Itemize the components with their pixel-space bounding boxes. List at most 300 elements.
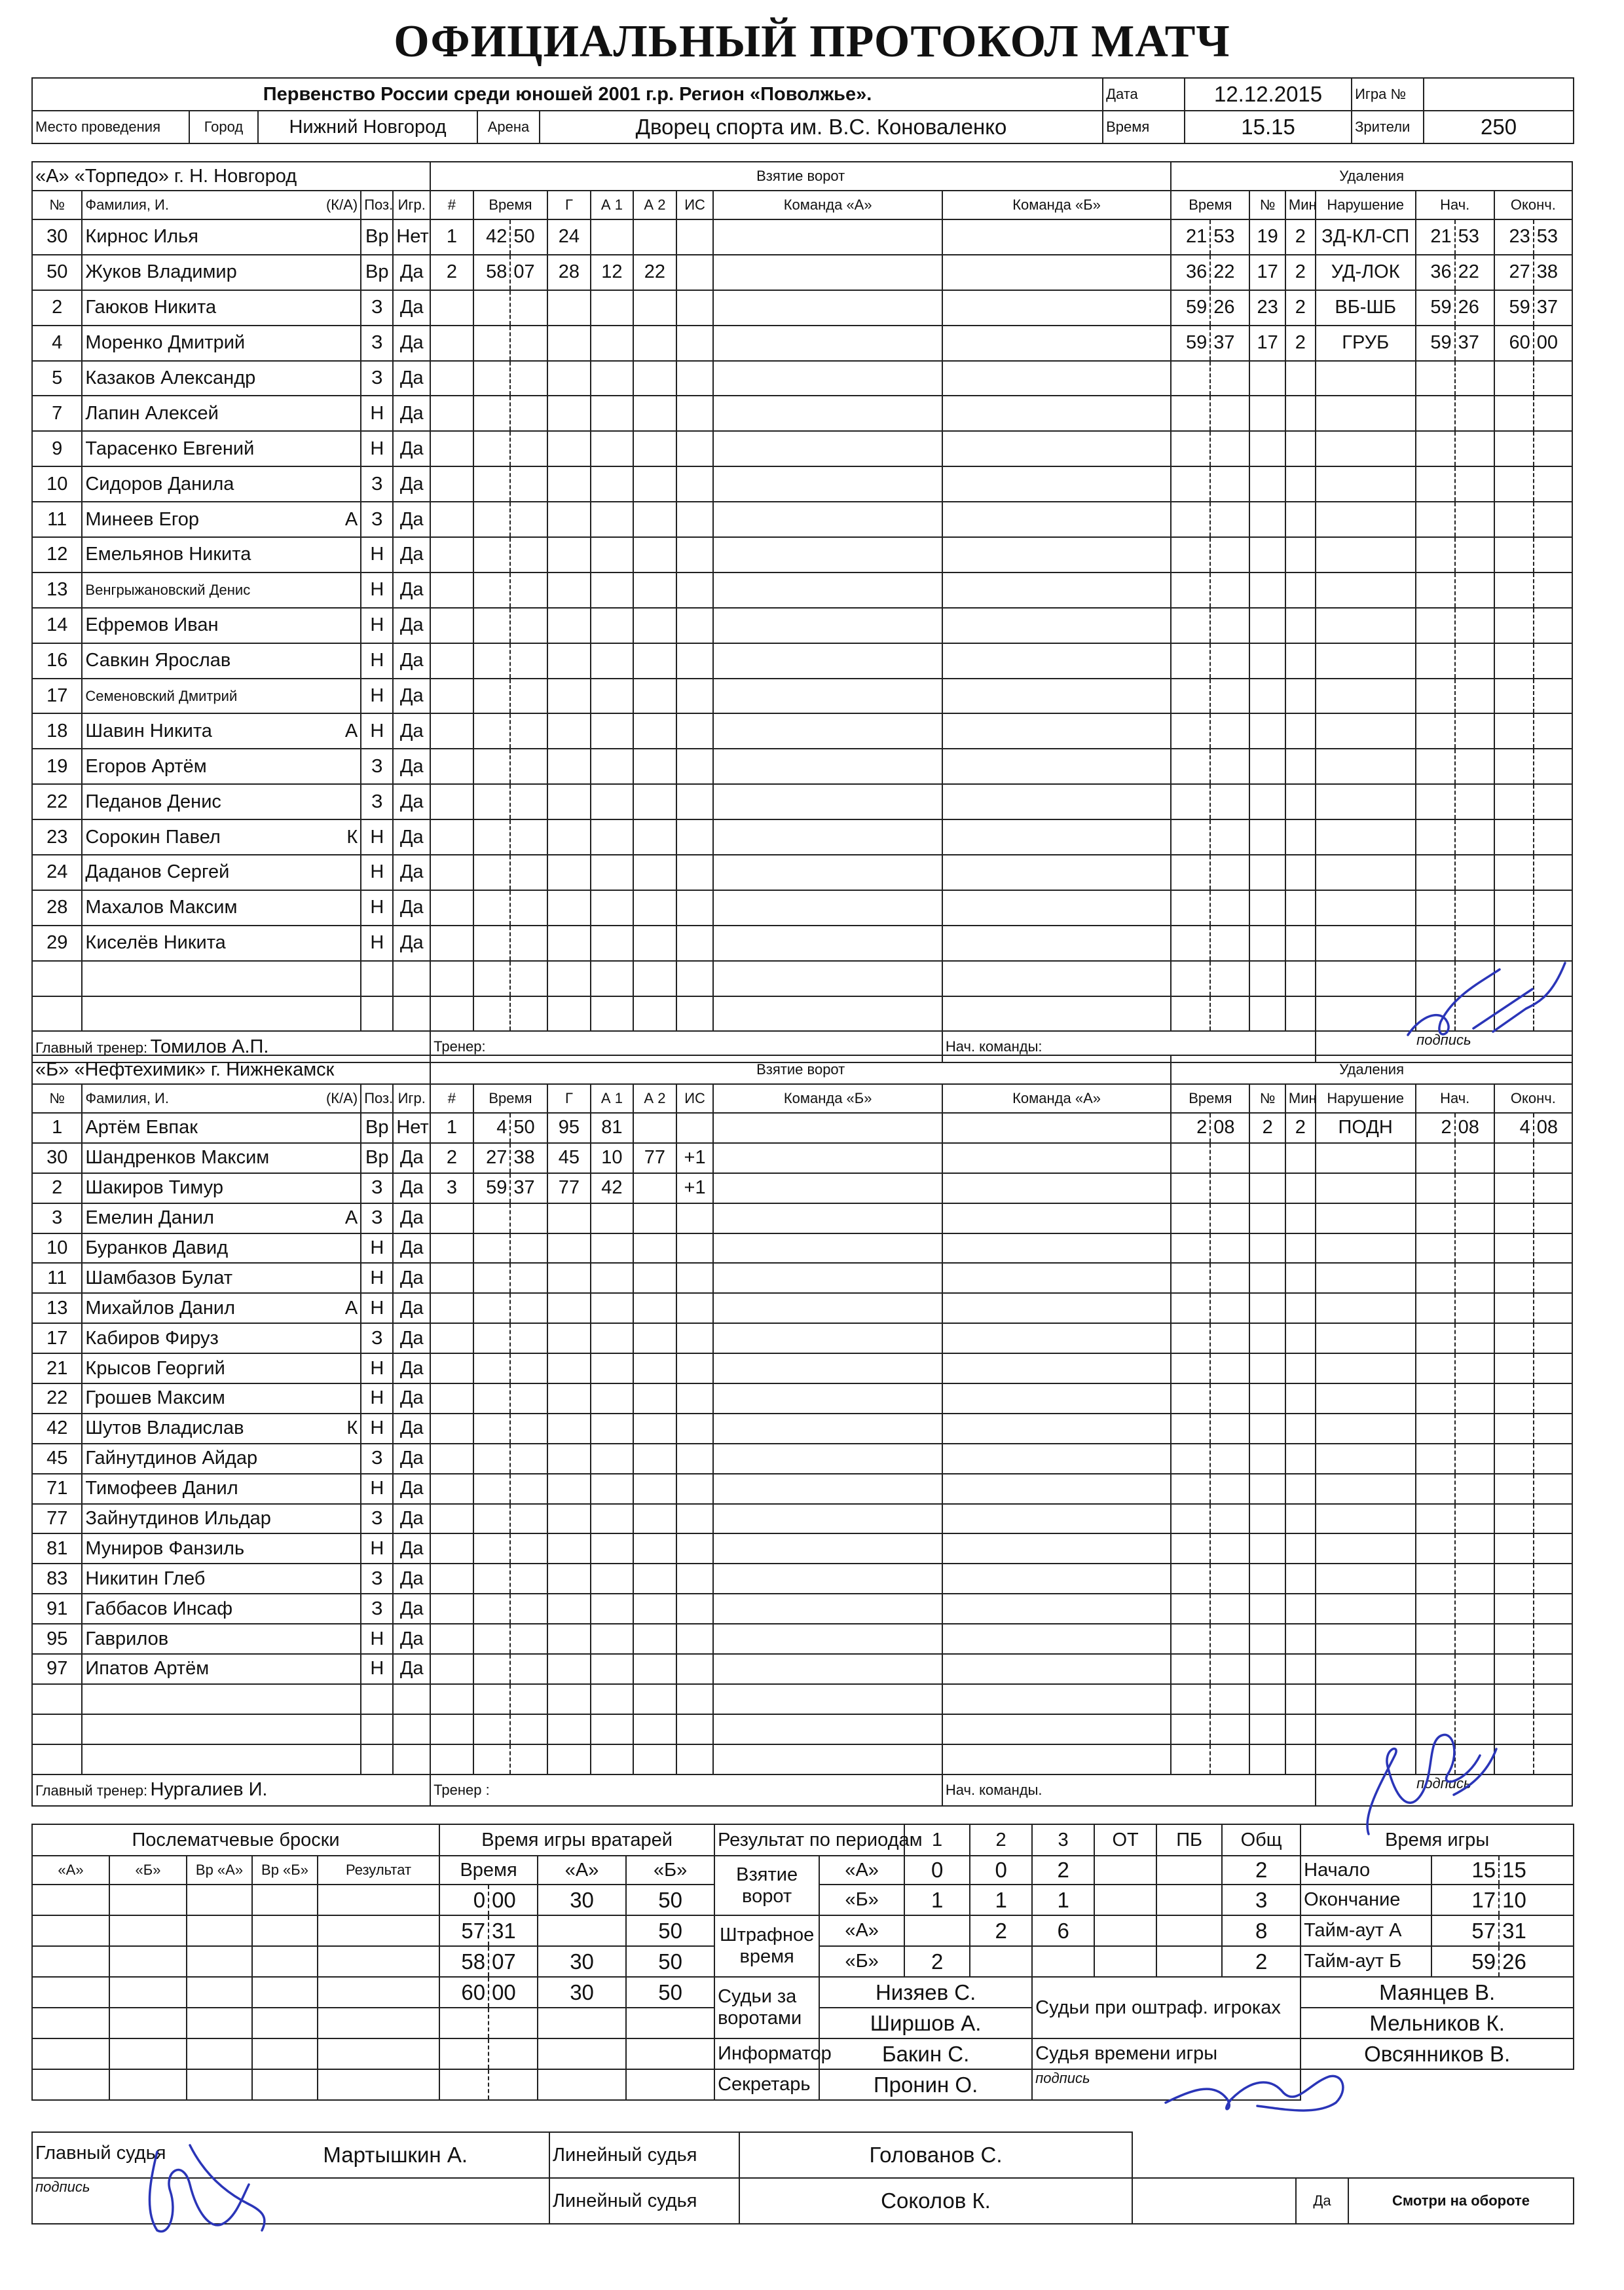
- cell: [591, 608, 634, 643]
- cell: [591, 1564, 634, 1594]
- linesman-2: Соколов К.: [739, 2178, 1132, 2224]
- page-title: ОФИЦИАЛЬНЫЙ ПРОТОКОЛ МАТЧ: [394, 16, 1230, 67]
- referee-label: Главный судья: [35, 2143, 166, 2164]
- cell: [1416, 502, 1455, 537]
- cell: [430, 361, 473, 396]
- player-number: 29: [32, 926, 82, 961]
- cell: [361, 961, 393, 996]
- gk-second: 00: [489, 1977, 538, 2008]
- player-name: Сидоров Данила: [85, 473, 234, 495]
- cell: [942, 1714, 1171, 1744]
- cell: [1534, 1414, 1572, 1444]
- cell: [473, 1203, 511, 1233]
- player-name: Сорокин Павел: [85, 826, 221, 848]
- cell: [252, 2008, 318, 2038]
- penalty-start-sec: 53: [1455, 219, 1494, 255]
- goal-number: 2: [430, 255, 473, 290]
- gk-second: 07: [489, 1946, 538, 1977]
- cell: [1210, 572, 1249, 608]
- cell: [473, 1323, 511, 1353]
- cell: [1249, 819, 1285, 855]
- cell: [1494, 1353, 1534, 1383]
- player-name: Артём Евпак: [85, 1117, 198, 1138]
- cell: [1171, 1173, 1210, 1203]
- player-name-cell: [82, 1173, 361, 1203]
- cell: [1210, 1173, 1249, 1203]
- cell: [1455, 502, 1494, 537]
- cell: [510, 1684, 547, 1714]
- player-number: 12: [32, 537, 82, 572]
- pim-a-period: [1094, 1915, 1156, 1946]
- cell: [591, 1533, 634, 1564]
- penalty-minute: 2: [1171, 1113, 1210, 1143]
- cell: [633, 1533, 676, 1564]
- cell: [633, 1203, 676, 1233]
- gk-minute: 58: [439, 1946, 489, 1977]
- player-played: Да: [393, 466, 430, 502]
- penalty-player: 17: [1249, 326, 1285, 361]
- cell: [633, 890, 676, 926]
- head-coach-name: Нургалиев И.: [150, 1779, 268, 1801]
- goal-scorer: 77: [547, 1173, 591, 1203]
- goals-a-period: [1156, 1856, 1222, 1885]
- cell: [676, 431, 714, 466]
- cell: [1171, 1353, 1210, 1383]
- col-pen-end: Оконч.: [1494, 1084, 1572, 1113]
- cell: [1455, 1654, 1494, 1684]
- cell: [942, 396, 1171, 431]
- cell: [547, 466, 591, 502]
- time-value: 15.15: [1185, 111, 1352, 143]
- cell: [547, 1564, 591, 1594]
- cell: [633, 1504, 676, 1534]
- goals-row-label: Взятие ворот: [714, 1856, 819, 1915]
- col-pen-min: Мин: [1285, 191, 1316, 219]
- player-number: 81: [32, 1533, 82, 1564]
- col-goal-scorer: Г: [547, 1084, 591, 1113]
- period-col: 1: [904, 1824, 970, 1856]
- player-played: Да: [393, 1353, 430, 1383]
- cell: [713, 608, 942, 643]
- team-a-short: «А»: [819, 1915, 904, 1946]
- cell: [676, 1564, 714, 1594]
- cell: [676, 643, 714, 679]
- cell: [510, 1744, 547, 1774]
- player-played: Да: [393, 713, 430, 749]
- penalty-violation: ПОДН: [1316, 1113, 1416, 1143]
- cell: [713, 1564, 942, 1594]
- penalty-minute: 36: [1171, 255, 1210, 290]
- cell: [1455, 1293, 1494, 1323]
- game-time-title: Время игры: [1301, 1824, 1574, 1856]
- goal-scorer: 95: [547, 1113, 591, 1143]
- cell: [510, 1263, 547, 1293]
- penalty-minutes: 2: [1285, 290, 1316, 326]
- cell: [1494, 361, 1534, 396]
- cell: [1171, 1744, 1210, 1774]
- cell: [1171, 1533, 1210, 1564]
- cell: [591, 537, 634, 572]
- cell: [1494, 1293, 1534, 1323]
- period-col: ОТ: [1094, 1824, 1156, 1856]
- cell: [393, 1714, 430, 1744]
- penalty-end-sec: 38: [1534, 255, 1572, 290]
- col-situation: ИС: [676, 191, 714, 219]
- cell: [591, 1624, 634, 1654]
- cell: [393, 1744, 430, 1774]
- cell: [633, 1474, 676, 1504]
- cell: [591, 1654, 634, 1684]
- cell: [1316, 537, 1416, 572]
- col-team-lineup-2: Команда «А»: [942, 1084, 1171, 1113]
- col-pen-start: Нач.: [1416, 191, 1494, 219]
- cell: [1249, 431, 1285, 466]
- cell: [942, 572, 1171, 608]
- cell: [430, 1444, 473, 1474]
- cell: [430, 572, 473, 608]
- player-played: Да: [393, 1654, 430, 1684]
- cell: [510, 679, 547, 714]
- cell: [633, 1594, 676, 1624]
- game-time-minute: 57: [1431, 1915, 1499, 1946]
- cell: [1285, 1744, 1316, 1774]
- cell: [1455, 1353, 1494, 1383]
- cell: [1210, 1383, 1249, 1414]
- goals-b-period: [1094, 1885, 1156, 1915]
- player-name-cell: [82, 1533, 361, 1564]
- cell: [942, 537, 1171, 572]
- cell: [1285, 1323, 1316, 1353]
- game-time-label: Тайм-аут А: [1301, 1915, 1431, 1946]
- penalty-minutes: 2: [1285, 255, 1316, 290]
- cell: [1416, 1173, 1455, 1203]
- shootout-col: Результат: [318, 1856, 439, 1885]
- signature-team-a: [1395, 943, 1578, 1048]
- player-name-cell: [82, 784, 361, 819]
- cell: [547, 608, 591, 643]
- cell: [1316, 1504, 1416, 1534]
- goals-a-period: 2: [1222, 1856, 1301, 1885]
- cell: [473, 890, 511, 926]
- player-name-cell: [82, 572, 361, 608]
- col-name-label: Фамилия, И.: [85, 1090, 169, 1106]
- cell: [713, 679, 942, 714]
- shootout-col: «Б»: [109, 1856, 187, 1885]
- cell: [252, 1946, 318, 1977]
- cell: [1316, 1654, 1416, 1684]
- cell: [430, 1233, 473, 1264]
- referee-name: Мартышкин А.: [323, 2143, 468, 2167]
- player-position: Н: [361, 1474, 393, 1504]
- cell: [1171, 1684, 1210, 1714]
- cell: [676, 679, 714, 714]
- cell: [1534, 1684, 1572, 1714]
- gk-a: 30: [538, 1885, 626, 1915]
- cell: [1455, 1143, 1494, 1173]
- cell: [82, 996, 361, 1032]
- cell: [1316, 1684, 1416, 1714]
- cell: [1494, 749, 1534, 784]
- player-number: 7: [32, 396, 82, 431]
- city-value: Нижний Новгород: [258, 111, 477, 143]
- goals-a-period: 2: [1032, 1856, 1094, 1885]
- player-name-cell: [82, 1353, 361, 1383]
- penalty-second: 26: [1210, 290, 1249, 326]
- cell: [633, 1233, 676, 1264]
- player-played: Да: [393, 1444, 430, 1474]
- col-name: [82, 191, 361, 219]
- cell: [538, 2069, 626, 2100]
- cell: [473, 749, 511, 784]
- cell: [32, 2038, 109, 2069]
- player-name-cell: [82, 1383, 361, 1414]
- cell: [713, 290, 942, 326]
- player-name-cell: [82, 643, 361, 679]
- competition-name: Первенство России среди юношей 2001 г.р. Регион «Поволжье».: [32, 78, 1103, 111]
- player-name: Кирнос Илья: [85, 226, 198, 248]
- cell: [1171, 1504, 1210, 1534]
- cell: [473, 996, 511, 1032]
- cell: [1285, 361, 1316, 396]
- cell: [633, 713, 676, 749]
- cell: [942, 1353, 1171, 1383]
- cell: [1249, 1263, 1285, 1293]
- cell: [1249, 572, 1285, 608]
- cell: [1316, 1293, 1416, 1323]
- goal-number: 1: [430, 219, 473, 255]
- cell: [633, 1684, 676, 1714]
- penalty-minutes: 2: [1285, 1113, 1316, 1143]
- cell: [510, 431, 547, 466]
- cell: [473, 1383, 511, 1414]
- cell: [1285, 466, 1316, 502]
- player-name: Зайнутдинов Ильдар: [85, 1508, 271, 1530]
- timekeeper-name: Овсянников В.: [1301, 2038, 1574, 2069]
- col-team-lineup-2: Команда «Б»: [942, 191, 1171, 219]
- cell: [1210, 855, 1249, 890]
- cell: [1285, 1263, 1316, 1293]
- player-position: З: [361, 1564, 393, 1594]
- player-position: З: [361, 290, 393, 326]
- cell: [1316, 502, 1416, 537]
- cell: [430, 1654, 473, 1684]
- cell: [430, 643, 473, 679]
- penalty-second: 53: [1210, 219, 1249, 255]
- cell: [1210, 890, 1249, 926]
- cell: [1210, 1684, 1249, 1714]
- player-name: Семеновский Дмитрий: [85, 687, 238, 704]
- cell: [473, 1233, 511, 1264]
- cell: [82, 1684, 361, 1714]
- player-number: 13: [32, 1293, 82, 1323]
- cell: [942, 749, 1171, 784]
- cell: [626, 2008, 714, 2038]
- cell: [1455, 1624, 1494, 1654]
- pim-b-period: [1094, 1946, 1156, 1977]
- player-number: 3: [32, 1203, 82, 1233]
- cell: [713, 396, 942, 431]
- player-played: Да: [393, 1504, 430, 1534]
- cell: [430, 819, 473, 855]
- cell: [1210, 1533, 1249, 1564]
- player-played: Да: [393, 1474, 430, 1504]
- cell: [676, 1353, 714, 1383]
- cell: [1285, 1233, 1316, 1264]
- cell: [1249, 502, 1285, 537]
- cell: [676, 784, 714, 819]
- cell: [187, 1885, 252, 1915]
- cell: [318, 1977, 439, 2008]
- cell: [713, 855, 942, 890]
- game-number-value: [1424, 78, 1574, 111]
- cell: [676, 361, 714, 396]
- cell: [942, 1654, 1171, 1684]
- cell: [676, 890, 714, 926]
- gk-b: 50: [626, 1915, 714, 1946]
- cell: [633, 1624, 676, 1654]
- player-name-cell: [82, 679, 361, 714]
- cell: [1494, 679, 1534, 714]
- cell: [430, 431, 473, 466]
- cell: [633, 1293, 676, 1323]
- cell: [1455, 608, 1494, 643]
- player-position: З: [361, 1594, 393, 1624]
- goals-b-period: 1: [904, 1885, 970, 1915]
- player-number: 2: [32, 1173, 82, 1203]
- cell: [1494, 1233, 1534, 1264]
- see-back-label: Смотри на обороте: [1348, 2178, 1574, 2224]
- head-coach-cell: [32, 1774, 430, 1806]
- cell: [1285, 926, 1316, 961]
- cell: [1316, 1323, 1416, 1353]
- cell: [473, 1624, 511, 1654]
- goal-minute: 42: [473, 219, 511, 255]
- informer-name: Бакин С.: [819, 2038, 1032, 2069]
- cell: [510, 961, 547, 996]
- cell: [430, 466, 473, 502]
- cell: [633, 1323, 676, 1353]
- cell: [1534, 643, 1572, 679]
- goal-number: 3: [430, 1173, 473, 1203]
- player-number: 4: [32, 326, 82, 361]
- cell: [1249, 1714, 1285, 1744]
- cell: [1416, 1414, 1455, 1444]
- cell: [1416, 1684, 1455, 1714]
- cell: [942, 713, 1171, 749]
- player-name: Гаюков Никита: [85, 297, 217, 318]
- col-assist-2: А 2: [633, 191, 676, 219]
- cell: [187, 2038, 252, 2069]
- goal-assist-1: [591, 219, 634, 255]
- player-played: Да: [393, 784, 430, 819]
- pim-row-label: Штрафное время: [714, 1915, 819, 1977]
- player-played: Да: [393, 572, 430, 608]
- cell: [473, 572, 511, 608]
- player-played: Да: [393, 1233, 430, 1264]
- cell: [942, 431, 1171, 466]
- cell: [473, 1714, 511, 1744]
- gk-second: 00: [489, 1885, 538, 1915]
- cell: [1494, 537, 1534, 572]
- cell: [1171, 996, 1210, 1032]
- player-name: Егоров Артём: [85, 755, 207, 777]
- col-assist-2: А 2: [633, 1084, 676, 1113]
- cell: [1171, 713, 1210, 749]
- player-played: Нет: [393, 219, 430, 255]
- cell: [187, 1915, 252, 1946]
- cell: [676, 502, 714, 537]
- cell: [1210, 1504, 1249, 1534]
- col-name-label: Фамилия, И.: [85, 197, 169, 213]
- cell: [676, 608, 714, 643]
- player-name-cell: [82, 1594, 361, 1624]
- cell: [430, 1293, 473, 1323]
- player-role: К: [346, 1417, 358, 1439]
- cell: [591, 784, 634, 819]
- cell: [473, 537, 511, 572]
- cell: [1416, 1353, 1455, 1383]
- cell: [1316, 466, 1416, 502]
- cell: [510, 1594, 547, 1624]
- cell: [1316, 1353, 1416, 1383]
- venue-label: Место проведения: [32, 111, 189, 143]
- team-a-short: «А»: [819, 1856, 904, 1885]
- player-played: Да: [393, 926, 430, 961]
- cell: [32, 1744, 82, 1774]
- player-number: 2: [32, 290, 82, 326]
- cell: [1210, 1594, 1249, 1624]
- cell: [473, 290, 511, 326]
- goal-assist-2: 22: [633, 255, 676, 290]
- cell: [547, 1474, 591, 1504]
- player-number: 9: [32, 431, 82, 466]
- cell: [510, 502, 547, 537]
- cell: [1534, 1533, 1572, 1564]
- player-position: З: [361, 326, 393, 361]
- cell: [361, 1714, 393, 1744]
- cell: [1416, 643, 1455, 679]
- cell: [252, 1885, 318, 1915]
- cell: [109, 2069, 187, 2100]
- penalty-end-sec: 53: [1534, 219, 1572, 255]
- cell: [633, 431, 676, 466]
- head-coach-label: Главный тренер:: [35, 1782, 148, 1799]
- cell: [439, 2008, 489, 2038]
- cell: [1285, 961, 1316, 996]
- cell: [547, 1504, 591, 1534]
- cell: [1455, 396, 1494, 431]
- cell: [676, 290, 714, 326]
- header-table: [31, 77, 1574, 144]
- cell: [510, 749, 547, 784]
- player-position: Вр: [361, 1113, 393, 1143]
- player-position: З: [361, 1504, 393, 1534]
- cell: [430, 855, 473, 890]
- cell: [1455, 1203, 1494, 1233]
- cell: [1416, 1233, 1455, 1264]
- cell: [713, 466, 942, 502]
- cell: [591, 1444, 634, 1474]
- penalty-end-min: 23: [1494, 219, 1534, 255]
- cell: [713, 1684, 942, 1714]
- secretary-name: Пронин О.: [819, 2069, 1032, 2100]
- cell: [591, 361, 634, 396]
- cell: [1455, 431, 1494, 466]
- player-number: 10: [32, 466, 82, 502]
- cell: [1494, 784, 1534, 819]
- cell: [713, 1353, 942, 1383]
- col-pen-min: Мин: [1285, 1084, 1316, 1113]
